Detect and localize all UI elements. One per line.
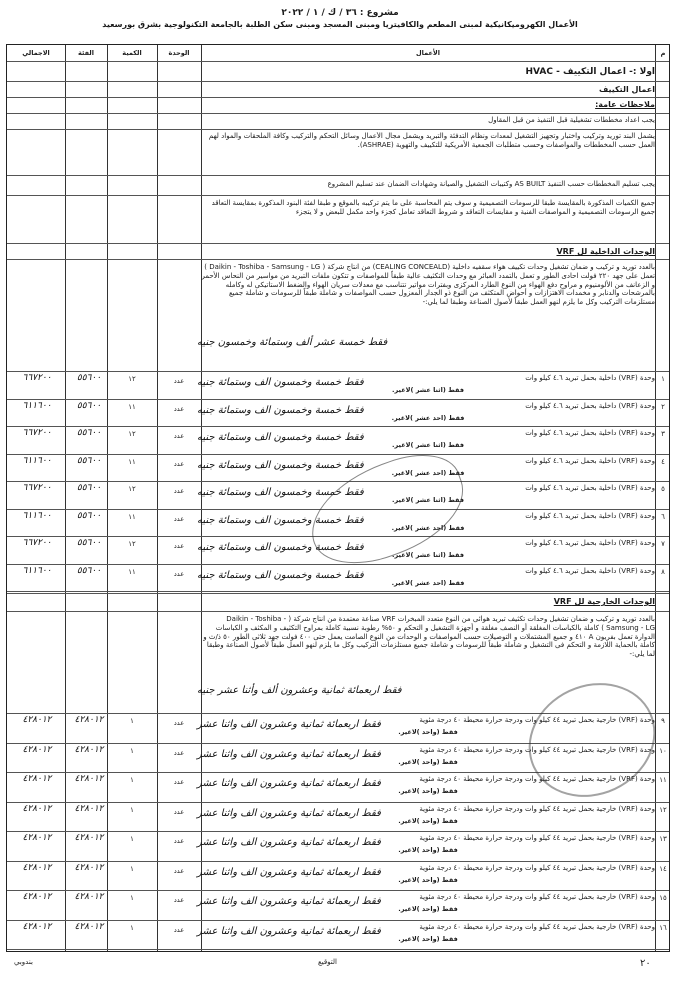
col-header-unit: الوحدة [168, 49, 190, 57]
item-qty: ١٢ [128, 485, 136, 493]
item-price-words: فقط خمسة وخمسون الف وستمائة جنيه [197, 459, 364, 471]
note-4: جميع الكميات المذكورة بالمقايسة طبقا للرسومات التصميمية و سوف يتم المحاسبة على ما يتم تركيبه بالموقع و طبقا لفئة البنود المذكورة بمقايسة التعاقد جميع الرسومات التصميمية و المواصفات الفنية و مقايسات التعاقد و شروط التعاقد تعامل كجزء واحد مكمل للبعض و لا يتجزء [211, 199, 655, 216]
row-divider [7, 195, 669, 196]
item-price: ٤٢٨٠١٢ [74, 921, 104, 932]
item-total: ٦٦٧٢٠٠ [22, 373, 52, 383]
item-qty: ١ [130, 776, 134, 784]
item-qty-words: فقط (احد عشر )لاغير. [391, 413, 465, 422]
item-qty: ١ [130, 864, 134, 873]
item-qty: ١٢ [128, 375, 136, 383]
col-header-price: الفئة [78, 49, 94, 57]
item-qty: ١٢ [128, 430, 136, 438]
item-number: ١٢ [659, 805, 667, 814]
item-price: ٤٢٨٠١٢ [74, 715, 104, 725]
item-number: ٣ [661, 430, 665, 438]
note-2: يشمل البند توريد وتركيب واختبار وتجهيز التشغيل لمعدات ونظام التدفئة والتبريد ويشمل مجال الأعمال وسائل التحكم والتركيب وكافة الملحقات والمواد لهم العمل حسب المخططات والمواصفات وحسب متطلبات الجمعية الأمريكية للتكييف والتهوية (ASHRAE). [208, 132, 655, 149]
item-price-words: فقط خمسة وخمسون الف وستمائة جنيه [197, 404, 364, 416]
col-header-qty: الكمية [122, 49, 142, 57]
section-title-hvac: أولا :- أعمال التكييف - HVAC [525, 67, 655, 77]
item-total: ٤٢٨٠١٢ [22, 833, 52, 843]
item-total: ٤٢٨٠١٢ [22, 774, 52, 784]
item-qty-words: فقط (واحد )لاغير. [398, 875, 458, 884]
row-divider [7, 113, 669, 114]
item-price: ٤٢٨٠١٢ [74, 774, 104, 784]
item-qty-words: فقط (اثنا عشر )لاغير. [392, 441, 464, 449]
row-divider [7, 454, 669, 455]
item-qty-words: فقط (واحد )لاغير. [398, 816, 458, 825]
item-qty-words: فقط (اثنا عشر )لاغير. [392, 386, 464, 394]
item-number: ١٥ [659, 894, 667, 902]
item-price-words: فقط اربعمائة ثمانية وعشرون الف واثنا عشر [197, 807, 381, 819]
col-divider [65, 45, 66, 951]
item-price: ٤٢٨٠١٢ [74, 803, 104, 814]
row-divider [7, 129, 669, 130]
item-total: ٤٢٨٠١٢ [22, 892, 52, 902]
item-qty-words: فقط (واحد )لاغير. [398, 905, 458, 913]
item-price: ٤٢٨٠١٢ [74, 744, 104, 755]
row-divider [7, 949, 669, 950]
row-divider [7, 371, 669, 372]
item-unit: عدد [173, 748, 185, 757]
outdoor-description: بالعدد توريد و تركيب و ضمان تشغيل وحدات تكثيف تبريد هوائى من النوع متعدد المبخرات VRF صناعة معتمدة من انتاج شركة ( Daikin - Toshiba - Samsung - LG ) كاملة بالكباسات المغلقة أو النصف مغلقة و أجهزة التشغيل و التحكم و ٥٠% رطوبة نسبية كاملة بمراوح التكثيف و المكثف و الكباسات الدوارة تعمل بفريون A ٤١٠ و جميع المشتملات و التوصيلات حسب المواصفات و الوحدات من النوع الصامت يعمل حتى ٤٠٠ فولت جهد ثلاثى الطور ٥٠ ذ/ث و كاملة بالحماية اللازمة و التحكم فى التشغيل و شاملة طبقاً للرسومات و شاملة جميع مستلزمات التركيب وكل ما يلزم لنهو العمل طبقاً لأصول الصناعة وطبقا لما يلي:- [203, 615, 655, 658]
col-header-items: الأعمال [416, 49, 440, 57]
item-unit: عدد [173, 514, 185, 523]
item-total: ٦١١٦٠٠ [22, 400, 52, 411]
item-price-words: فقط اربعمائة ثمانية وعشرون الف واثنا عشر [197, 837, 381, 848]
item-unit: عدد [173, 719, 185, 727]
row-divider [7, 243, 669, 244]
item-qty: ١ [130, 746, 134, 755]
item-total: ٦٦٧٢٠٠ [22, 538, 52, 548]
item-description: وحدة (VRF) خارجية بحمل تبريد ٤٤ كيلو وات ودرجة حرارة محيطة ٤٠ درجة مئوية [419, 745, 655, 754]
item-number: ٧ [661, 540, 665, 548]
project-number: مشروع : ٣٦ / ك / ١ / ٢٠٢٢ [281, 8, 399, 18]
row-divider [7, 61, 669, 62]
indoor-section-title: الوحدات الداخلية لل VRF [556, 247, 655, 256]
footer-left: بندوبي [14, 958, 33, 966]
item-total: ٤٢٨٠١٢ [22, 744, 52, 755]
note-3: يجب تسليم المخططات حسب التنفيذ AS BUILT وكتيبات التشغيل والصيانة وشهادات الضمان عند تسليم المشروع [327, 180, 655, 188]
item-unit: عدد [173, 896, 185, 904]
item-number: ٢ [661, 402, 665, 411]
row-divider [7, 861, 669, 862]
item-number: ١٣ [659, 835, 667, 843]
item-qty-words: فقط (واحد )لاغير. [398, 846, 458, 854]
item-price-words: فقط خمسة وخمسون الف وستمائة جنيه [197, 569, 364, 581]
row-divider [7, 175, 669, 176]
item-price: ٥٥٦٠٠ [76, 455, 102, 466]
item-price-words: فقط خمسة وخمسون الف وستمائة جنيه [197, 377, 364, 388]
item-qty-words: فقط (احد عشر )لاغير. [391, 578, 465, 587]
item-price-words: فقط اربعمائة ثمانية وعشرون الف واثنا عشر [197, 925, 381, 937]
row-divider [7, 802, 669, 803]
item-description: وحدة (VRF) خارجية بحمل تبريد ٤٤ كيلو وات ودرجة حرارة محيطة ٤٠ درجة مئوية [419, 775, 655, 783]
item-number: ٦ [661, 512, 665, 521]
item-qty: ١١ [128, 567, 136, 576]
item-unit: عدد [173, 569, 185, 578]
item-total: ٤٢٨٠١٢ [22, 921, 52, 932]
item-description: وحدة (VRF) خارجية بحمل تبريد ٤٤ كيلو وات ودرجة حرارة محيطة ٤٠ درجة مئوية [419, 716, 655, 724]
item-unit: عدد [173, 807, 185, 816]
item-qty-words: فقط (واحد )لاغير. [398, 934, 458, 943]
row-divider [7, 831, 669, 832]
item-number: ٤ [661, 457, 665, 466]
item-price: ٥٥٦٠٠ [76, 565, 102, 576]
item-description: وحدة (VRF) داخلية بحمل تبريد ٤.٦ كيلو وات [525, 484, 655, 492]
item-price: ٤٢٨٠١٢ [74, 833, 104, 843]
item-price-words: فقط خمسة وخمسون الف وستمائة جنيه [197, 542, 364, 553]
row-divider [7, 426, 669, 427]
notes-title: ملاحظات عامة: [595, 100, 655, 109]
row-divider [7, 481, 669, 482]
row-divider [7, 890, 669, 891]
item-unit: عدد [173, 925, 185, 934]
item-qty: ١ [130, 835, 134, 843]
item-price: ٥٥٦٠٠ [76, 400, 102, 411]
footer-signature: التوقيع [318, 958, 337, 966]
item-description: وحدة (VRF) خارجية بحمل تبريد ٤٤ كيلو وات ودرجة حرارة محيطة ٤٠ درجة مئوية [419, 834, 655, 842]
item-price: ٥٥٦٠٠ [76, 538, 102, 548]
outdoor-section-title: الوحدات الخارجية لل VRF [553, 597, 655, 606]
col-header-no: م [660, 49, 666, 57]
col-header-total: الاجمالي [22, 49, 50, 57]
row-divider [7, 97, 669, 98]
item-qty-words: فقط (واحد )لاغير. [398, 728, 458, 736]
item-number: ٥ [661, 485, 665, 493]
col-divider [107, 45, 108, 951]
item-price: ٥٥٦٠٠ [76, 510, 102, 521]
item-total: ٤٢٨٠١٢ [22, 862, 52, 873]
item-price-words: فقط اربعمائة ثمانية وعشرون الف واثنا عشر [197, 896, 381, 907]
item-description: وحدة (VRF) داخلية بحمل تبريد ٤.٦ كيلو وات [525, 566, 655, 575]
item-description: وحدة (VRF) داخلية بحمل تبريد ٤.٦ كيلو وات [525, 401, 655, 410]
item-price-words: فقط اربعمائة ثمانية وعشرون الف واثنا عشر [197, 748, 381, 760]
item-qty: ١١ [128, 512, 136, 521]
item-unit: عدد [173, 404, 185, 413]
boq-table [6, 44, 670, 952]
note-1: يجب اعداد مخططات تشغيلية قبل التنفيذ من قبل المقاول [488, 116, 655, 124]
item-number: ٨ [661, 567, 665, 576]
item-price-words: فقط اربعمائة ثمانية وعشرون الف واثنا عشر [197, 778, 381, 789]
item-price: ٤٢٨٠١٢ [74, 892, 104, 902]
item-number: ١٦ [659, 923, 667, 932]
item-price: ٥٥٦٠٠ [76, 428, 102, 438]
item-unit: عدد [173, 487, 185, 495]
item-qty-words: فقط (احد عشر )لاغير. [391, 523, 465, 532]
document-header [60, 8, 620, 30]
item-qty: ١ [130, 717, 134, 725]
item-total: ٦٦٧٢٠٠ [22, 483, 52, 493]
item-price-words: فقط خمسة وخمسون الف وستمائة جنيه [197, 514, 364, 526]
item-qty-words: فقط (واحد )لاغير. [398, 787, 458, 795]
item-total: ٤٢٨٠١٢ [22, 803, 52, 814]
item-price-words: فقط خمسة وخمسون الف وستمائة جنيه [197, 432, 364, 443]
item-total: ٦١١٦٠٠ [22, 510, 52, 521]
item-number: ١٠ [659, 746, 667, 755]
item-price: ٤٢٨٠١٢ [74, 862, 104, 873]
item-unit: عدد [173, 837, 185, 845]
col-divider [655, 45, 656, 951]
item-qty-words: فقط (اثنا عشر )لاغير. [392, 496, 464, 504]
item-total: ٦١١٦٠٠ [22, 455, 52, 466]
item-price: ٥٥٦٠٠ [76, 373, 102, 383]
item-qty: ١١ [128, 457, 136, 466]
item-price-words: فقط اربعمائة ثمانية وعشرون الف واثنا عشر [197, 866, 381, 878]
item-description: وحدة (VRF) داخلية بحمل تبريد ٤.٦ كيلو وات [525, 511, 655, 520]
subsection-ac: اعمال التكييف [598, 85, 655, 94]
item-price-words: فقط خمسة وخمسون الف وستمائة جنيه [197, 487, 364, 498]
indoor-description: بالعدد توريد و تركيب و ضمان تشغيل وحدات تكييف هواء سقفيه داخلية (CEALING CONCEALD) من انتاج شركة ( Daikin - Toshiba - Samsung - LG ) تعمل على جهد ٢٢٠ فولت احادى الطور و تعمل بالتمدد العبائر مع وحدات التكثيف عالية طبقاً للمواصفات و تتكون ملفات التبريد من مواسير من النحاس الأحمر و الزعانف من الألومنيوم و مراوح دفع الهواء من النوع الطارد المركزى وبفترات مواتير تتناسب مع معدلات سريان الهواء والضغط الاستاتيكى له وكامله بالمرشحات والدنابر و مخمدات الاهتزازات و أحواض المتكثف من النوع ذو الجدار المعزول حسب المواصفات و شاملة طبقاً للرسومات و شاملة جميع مستلزمات التركيب وكل ما يلزم لنهو العمل طبقاً لأصول الصناعة وطبقا لما يلي:- [201, 263, 655, 306]
item-qty: ١ [130, 923, 134, 932]
item-total: ٦٦٧٢٠٠ [22, 428, 52, 438]
item-total: ٤٢٨٠١٢ [22, 715, 52, 725]
item-unit: عدد [173, 778, 185, 786]
item-total: ٦١١٦٠٠ [22, 565, 52, 576]
row-divider [7, 81, 669, 82]
item-number: ٩ [661, 717, 665, 725]
item-qty-words: فقط (اثنا عشر )لاغير. [392, 551, 464, 559]
item-unit: عدد [173, 542, 185, 550]
row-divider [7, 591, 669, 592]
item-qty: ١ [130, 894, 134, 902]
item-price-words: فقط اربعمائة ثمانية وعشرون الف واثنا عشر [197, 719, 381, 730]
row-divider [7, 920, 669, 921]
item-description: وحدة (VRF) داخلية بحمل تبريد ٤.٦ كيلو وات [525, 374, 655, 382]
row-divider [7, 259, 669, 260]
row-divider [7, 564, 669, 565]
item-number: ١٤ [659, 864, 667, 873]
document-title: الأعمال الكهروميكانيكية لمبنى المطعم والكافيتريا ومبنى المسجد ومبنى سكن الطلبة بالجامعة التكنولوجية بشرق بورسعيد [102, 19, 578, 29]
row-divider [7, 593, 669, 594]
item-description: وحدة (VRF) داخلية بحمل تبريد ٤.٦ كيلو وات [525, 429, 655, 437]
item-unit: عدد [173, 377, 185, 385]
item-qty-words: فقط (واحد )لاغير. [398, 757, 458, 766]
item-description: وحدة (VRF) خارجية بحمل تبريد ٤٤ كيلو وات ودرجة حرارة محيطة ٤٠ درجة مئوية [419, 804, 655, 813]
item-qty-words: فقط (احد عشر )لاغير. [391, 468, 465, 477]
row-divider [7, 399, 669, 400]
item-unit: عدد [173, 459, 185, 468]
item-description: وحدة (VRF) خارجية بحمل تبريد ٤٤ كيلو وات ودرجة حرارة محيطة ٤٠ درجة مئوية [419, 922, 655, 931]
item-description: وحدة (VRF) خارجية بحمل تبريد ٤٤ كيلو وات ودرجة حرارة محيطة ٤٠ درجة مئوية [419, 893, 655, 901]
item-unit: عدد [173, 432, 185, 440]
row-divider [7, 611, 669, 612]
handwritten-amount-words: فقط خمسة عشر ألف وستمائة وخمسون جنيه [197, 337, 388, 348]
item-number: ١ [661, 375, 665, 383]
item-description: وحدة (VRF) داخلية بحمل تبريد ٤.٦ كيلو وات [525, 456, 655, 465]
page-number: ٢٠ [640, 958, 651, 969]
item-number: ١١ [659, 776, 667, 784]
item-qty: ١١ [128, 402, 136, 411]
item-description: وحدة (VRF) داخلية بحمل تبريد ٤.٦ كيلو وات [525, 539, 655, 547]
item-qty: ١ [130, 805, 134, 814]
item-qty: ١٢ [128, 540, 136, 548]
handwritten-amount-words: فقط اربعمائة ثمانية وعشرون ألف وأثنا عشر جنيه [197, 685, 402, 696]
item-unit: عدد [173, 866, 185, 875]
item-description: وحدة (VRF) خارجية بحمل تبريد ٤٤ كيلو وات ودرجة حرارة محيطة ٤٠ درجة مئوية [419, 863, 655, 872]
item-price: ٥٥٦٠٠ [76, 483, 102, 493]
